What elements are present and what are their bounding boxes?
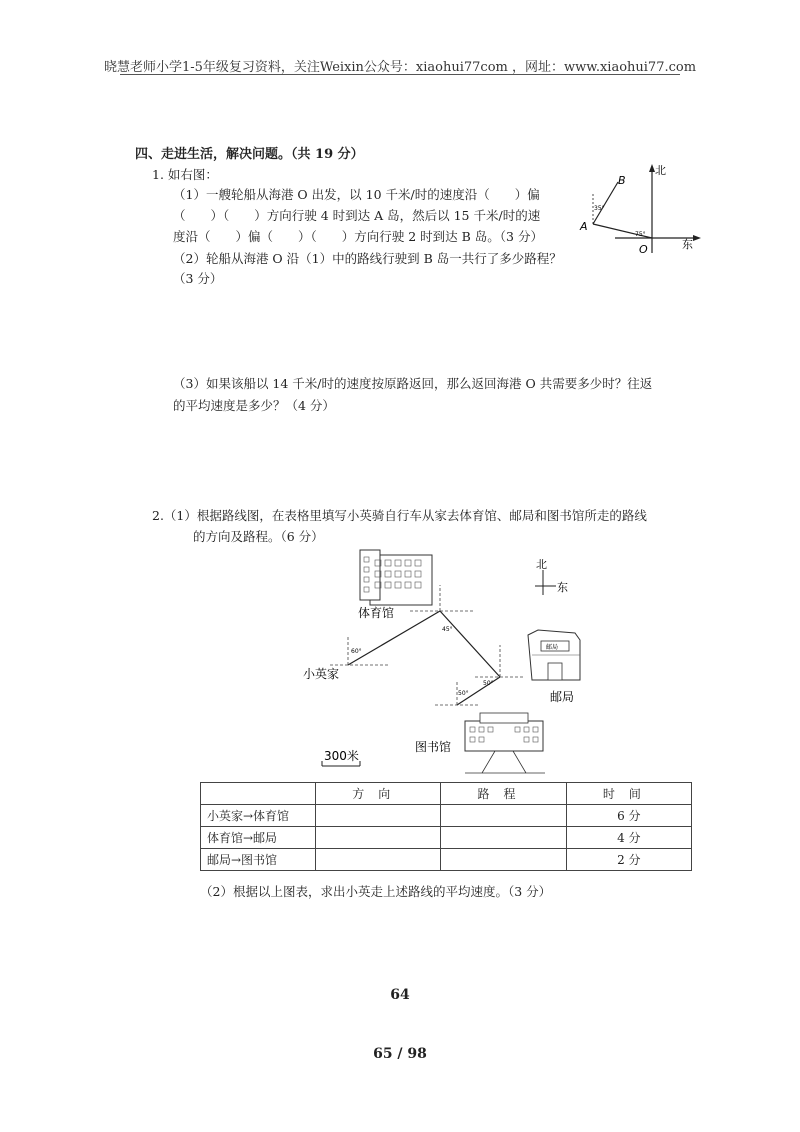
home-label: 小英家 — [303, 667, 340, 681]
route-cell: 小英家→体育馆 — [201, 805, 316, 827]
post-office-label: 邮局 — [550, 690, 575, 704]
q1-part3-line2: 的平均速度是多少？（4 分） — [173, 398, 335, 413]
table-header-row — [201, 783, 692, 805]
time-cell: 4 分 — [566, 827, 691, 849]
route-cell: 邮局→图书馆 — [201, 849, 316, 871]
angle-library: 50° — [458, 690, 469, 697]
library-building-image — [465, 713, 545, 773]
route-map — [300, 545, 600, 780]
q1-angle-a: 35° — [594, 205, 605, 212]
q1-angle-o: 75° — [635, 231, 646, 238]
stadium-label: 体育馆 — [358, 606, 395, 620]
q2-part1-line2: 的方向及路程。（6 分） — [193, 529, 324, 544]
map-north-label: 北 — [536, 558, 547, 571]
q1-part2-line2: （3 分） — [173, 271, 223, 286]
table-row — [201, 827, 692, 849]
header-distance: 路程 — [441, 783, 566, 805]
distance-cell[interactable] — [441, 849, 566, 871]
q1-north-label: 北 — [655, 164, 666, 177]
q1-part2-line1: （2）轮船从海港 O 沿（1）中的路线行驶到 B 岛一共行了多少路程？ — [173, 251, 562, 266]
q1-intro: 1. 如右图： — [152, 167, 218, 182]
route-cell: 体育馆→邮局 — [201, 827, 316, 849]
direction-cell[interactable] — [316, 827, 441, 849]
header-divider — [120, 74, 680, 75]
angle-post: 50° — [483, 680, 494, 687]
pagination-indicator: 65 / 98 — [373, 1046, 427, 1062]
q1-part1-line1: （1）一艘轮船从海港 O 出发，以 10 千米/时的速度沿（ ）偏 — [173, 187, 540, 202]
table-corner-cell — [201, 783, 316, 805]
q1-part3-line1: （3）如果该船以 14 千米/时的速度按原路返回，那么返回海港 O 共需要多少时？往返 — [173, 376, 653, 391]
distance-cell[interactable] — [441, 805, 566, 827]
q1-point-b: B — [618, 174, 626, 187]
angle-stadium: 45° — [442, 626, 453, 633]
page-number: 64 — [390, 987, 410, 1003]
header-direction: 方向 — [316, 783, 441, 805]
time-cell: 2 分 — [566, 849, 691, 871]
q1-point-o: O — [639, 243, 648, 256]
q1-part1-line2: （ ）（ ）方向行驶 4 时到达 A 岛，然后以 15 千米/时的速 — [173, 208, 541, 223]
library-label: 图书馆 — [415, 740, 452, 754]
q1-east-label: 东 — [682, 238, 693, 251]
q2-part2: （2）根据以上图表，求出小英走上述路线的平均速度。（3 分） — [200, 884, 552, 899]
q1-point-a: A — [580, 220, 588, 233]
angle-home: 60° — [351, 648, 362, 655]
route-table — [200, 782, 692, 871]
direction-cell[interactable] — [316, 849, 441, 871]
q2-part1-line1: 2.（1）根据路线图，在表格里填写小英骑自行车从家去体育馆、邮局和图书馆所走的路线 — [152, 508, 647, 523]
table-row — [201, 849, 692, 871]
table-row — [201, 805, 692, 827]
post-office-sign: 邮局 — [546, 644, 559, 651]
section-title: 四、走进生活，解决问题。（共 19 分） — [135, 147, 364, 162]
page-header: 晓慧老师小学1-5年级复习资料，关注Weixin公众号：xiaohui77com ，网址：www.xiaohui77.com — [103, 60, 697, 75]
map-east-label: 东 — [557, 581, 568, 594]
post-office-building-image — [528, 630, 580, 680]
q1-part1-line3: 度沿（ ）偏（ ）（ ）方向行驶 2 时到达 B 岛。（3 分） — [173, 229, 543, 244]
distance-cell[interactable] — [441, 827, 566, 849]
time-cell: 6 分 — [566, 805, 691, 827]
direction-cell[interactable] — [316, 805, 441, 827]
stadium-building-image — [360, 550, 432, 605]
scale-label: 300米 — [324, 749, 359, 763]
q1-direction-diagram — [575, 158, 705, 258]
header-time: 时间 — [566, 783, 691, 805]
